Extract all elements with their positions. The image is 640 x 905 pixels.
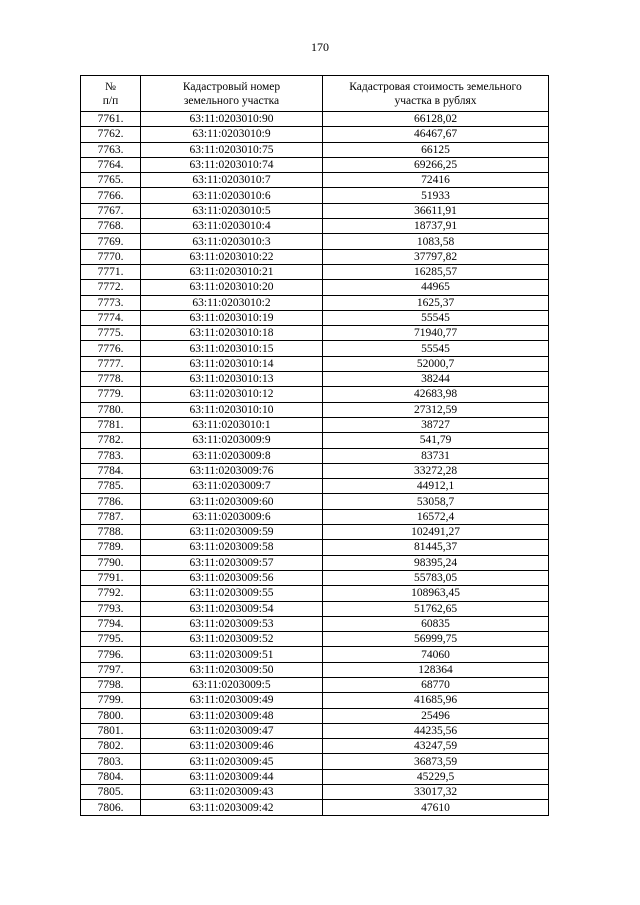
row-number-cell: 7778. (81, 372, 141, 387)
table-row (81, 417, 549, 432)
cadastral-value-cell: 51933 (323, 188, 549, 203)
row-number-cell: 7763. (81, 142, 141, 157)
table-row (81, 112, 549, 127)
cadastral-value-cell: 68770 (323, 677, 549, 692)
table-row (81, 785, 549, 800)
cadastral-value-cell: 74060 (323, 647, 549, 662)
cadastral-number-cell: 63:11:0203009:49 (141, 693, 323, 708)
row-number-cell: 7761. (81, 112, 141, 127)
cadastral-number-cell: 63:11:0203010:90 (141, 112, 323, 127)
cadastral-number-cell: 63:11:0203009:54 (141, 601, 323, 616)
cadastral-number-cell: 63:11:0203009:7 (141, 479, 323, 494)
cadastral-number-cell: 63:11:0203009:5 (141, 677, 323, 692)
cadastral-number-cell: 63:11:0203009:44 (141, 769, 323, 784)
row-number-cell: 7791. (81, 570, 141, 585)
cadastral-number-cell: 63:11:0203010:22 (141, 249, 323, 264)
cadastral-value-cell: 38727 (323, 417, 549, 432)
row-number-cell: 7796. (81, 647, 141, 662)
cadastral-number-cell: 63:11:0203010:9 (141, 127, 323, 142)
table-row (81, 234, 549, 249)
table-row (81, 127, 549, 142)
cadastral-number-cell: 63:11:0203010:2 (141, 295, 323, 310)
cadastral-value-cell: 33272,28 (323, 463, 549, 478)
cadastral-value-cell: 108963,45 (323, 586, 549, 601)
cadastral-number-cell: 63:11:0203009:8 (141, 448, 323, 463)
table-row (81, 555, 549, 570)
row-number-cell: 7775. (81, 326, 141, 341)
cadastral-value-cell: 41685,96 (323, 693, 549, 708)
header-cadastral-value-line2: участка в рублях (394, 94, 477, 107)
table-row (81, 295, 549, 310)
table-row (81, 264, 549, 279)
cadastral-number-cell: 63:11:0203010:6 (141, 188, 323, 203)
table-row (81, 647, 549, 662)
cadastral-value-cell: 16285,57 (323, 264, 549, 279)
header-cadastral-number-line2: земельного участка (183, 94, 280, 107)
row-number-cell: 7769. (81, 234, 141, 249)
cadastral-number-cell: 63:11:0203009:9 (141, 433, 323, 448)
cadastral-value-cell: 83731 (323, 448, 549, 463)
table-row (81, 677, 549, 692)
cadastral-number-cell: 63:11:0203009:56 (141, 570, 323, 585)
table-row (81, 433, 549, 448)
cadastral-number-cell: 63:11:0203010:5 (141, 203, 323, 218)
row-number-cell: 7767. (81, 203, 141, 218)
row-number-cell: 7801. (81, 723, 141, 738)
cadastral-value-cell: 36611,91 (323, 203, 549, 218)
cadastral-value-cell: 98395,24 (323, 555, 549, 570)
row-number-cell: 7790. (81, 555, 141, 570)
table-row (81, 754, 549, 769)
cadastral-value-cell: 44912,1 (323, 479, 549, 494)
table-row (81, 479, 549, 494)
row-number-cell: 7795. (81, 632, 141, 647)
table-row (81, 249, 549, 264)
row-number-cell: 7800. (81, 708, 141, 723)
row-number-cell: 7797. (81, 662, 141, 677)
cadastral-number-cell: 63:11:0203009:51 (141, 647, 323, 662)
cadastral-value-cell: 47610 (323, 800, 549, 815)
table-row (81, 448, 549, 463)
cadastral-number-cell: 63:11:0203010:75 (141, 142, 323, 157)
table-row (81, 173, 549, 188)
row-number-cell: 7765. (81, 173, 141, 188)
table-row (81, 509, 549, 524)
cadastral-number-cell: 63:11:0203010:18 (141, 326, 323, 341)
header-cadastral-value (323, 76, 549, 112)
cadastral-number-cell: 63:11:0203009:48 (141, 708, 323, 723)
header-cadastral-number (141, 76, 323, 112)
cadastral-value-cell: 69266,25 (323, 157, 549, 172)
table-row (81, 708, 549, 723)
cadastral-number-cell: 63:11:0203009:42 (141, 800, 323, 815)
table-row (81, 540, 549, 555)
cadastral-value-cell: 128364 (323, 662, 549, 677)
cadastral-value-cell: 55545 (323, 341, 549, 356)
row-number-cell: 7794. (81, 616, 141, 631)
cadastral-number-cell: 63:11:0203010:3 (141, 234, 323, 249)
cadastral-number-cell: 63:11:0203010:10 (141, 402, 323, 417)
cadastral-number-cell: 63:11:0203010:19 (141, 310, 323, 325)
cadastral-number-cell: 63:11:0203009:45 (141, 754, 323, 769)
header-row-number-line1: № (105, 80, 116, 93)
table-row (81, 570, 549, 585)
cadastral-number-cell: 63:11:0203010:7 (141, 173, 323, 188)
cadastral-number-cell: 63:11:0203010:1 (141, 417, 323, 432)
cadastral-number-cell: 63:11:0203010:12 (141, 387, 323, 402)
cadastral-value-cell: 55545 (323, 310, 549, 325)
cadastral-value-cell: 71940,77 (323, 326, 549, 341)
cadastral-value-cell: 36873,59 (323, 754, 549, 769)
cadastral-value-cell: 51762,65 (323, 601, 549, 616)
cadastral-value-cell: 53058,7 (323, 494, 549, 509)
cadastral-number-cell: 63:11:0203010:20 (141, 280, 323, 295)
cadastral-number-cell: 63:11:0203010:14 (141, 356, 323, 371)
cadastral-number-cell: 63:11:0203009:60 (141, 494, 323, 509)
row-number-cell: 7762. (81, 127, 141, 142)
cadastral-number-cell: 63:11:0203009:47 (141, 723, 323, 738)
table-row (81, 723, 549, 738)
row-number-cell: 7786. (81, 494, 141, 509)
table-row (81, 310, 549, 325)
cadastral-value-cell: 66128,02 (323, 112, 549, 127)
cadastral-number-cell: 63:11:0203009:59 (141, 525, 323, 540)
row-number-cell: 7770. (81, 249, 141, 264)
table-row (81, 203, 549, 218)
row-number-cell: 7788. (81, 525, 141, 540)
table-row (81, 157, 549, 172)
table-row (81, 142, 549, 157)
row-number-cell: 7774. (81, 310, 141, 325)
table-body (81, 112, 549, 816)
row-number-cell: 7802. (81, 739, 141, 754)
row-number-cell: 7784. (81, 463, 141, 478)
row-number-cell: 7768. (81, 219, 141, 234)
cadastral-value-cell: 541,79 (323, 433, 549, 448)
table-row (81, 525, 549, 540)
cadastral-value-cell: 16572,4 (323, 509, 549, 524)
cadastral-number-cell: 63:11:0203010:15 (141, 341, 323, 356)
cadastral-value-cell: 60835 (323, 616, 549, 631)
cadastral-number-cell: 63:11:0203009:43 (141, 785, 323, 800)
table-row (81, 494, 549, 509)
header-row-number (81, 76, 141, 112)
cadastral-value-cell: 55783,05 (323, 570, 549, 585)
cadastral-value-cell: 52000,7 (323, 356, 549, 371)
cadastral-number-cell: 63:11:0203009:55 (141, 586, 323, 601)
row-number-cell: 7787. (81, 509, 141, 524)
table-row (81, 769, 549, 784)
cadastral-number-cell: 63:11:0203009:6 (141, 509, 323, 524)
row-number-cell: 7781. (81, 417, 141, 432)
table-row (81, 219, 549, 234)
cadastral-value-cell: 46467,67 (323, 127, 549, 142)
row-number-cell: 7798. (81, 677, 141, 692)
row-number-cell: 7764. (81, 157, 141, 172)
cadastral-value-cell: 33017,32 (323, 785, 549, 800)
row-number-cell: 7799. (81, 693, 141, 708)
row-number-cell: 7779. (81, 387, 141, 402)
row-number-cell: 7804. (81, 769, 141, 784)
table-row (81, 616, 549, 631)
row-number-cell: 7789. (81, 540, 141, 555)
cadastral-number-cell: 63:11:0203010:13 (141, 372, 323, 387)
row-number-cell: 7771. (81, 264, 141, 279)
table-row (81, 188, 549, 203)
table-header-row (81, 76, 549, 112)
row-number-cell: 7783. (81, 448, 141, 463)
row-number-cell: 7777. (81, 356, 141, 371)
cadastral-value-cell: 38244 (323, 372, 549, 387)
cadastral-value-cell: 1083,58 (323, 234, 549, 249)
row-number-cell: 7803. (81, 754, 141, 769)
row-number-cell: 7792. (81, 586, 141, 601)
cadastral-value-cell: 42683,98 (323, 387, 549, 402)
page-number: 170 (311, 40, 329, 54)
table-row (81, 463, 549, 478)
cadastral-value-cell: 72416 (323, 173, 549, 188)
cadastral-value-cell: 27312,59 (323, 402, 549, 417)
cadastral-value-cell: 44965 (323, 280, 549, 295)
row-number-cell: 7806. (81, 800, 141, 815)
cadastral-number-cell: 63:11:0203009:53 (141, 616, 323, 631)
table-row (81, 586, 549, 601)
cadastral-value-cell: 18737,91 (323, 219, 549, 234)
table-row (81, 402, 549, 417)
cadastral-number-cell: 63:11:0203010:21 (141, 264, 323, 279)
cadastral-number-cell: 63:11:0203010:4 (141, 219, 323, 234)
cadastral-value-cell: 45229,5 (323, 769, 549, 784)
table-row (81, 341, 549, 356)
table-row (81, 632, 549, 647)
row-number-cell: 7785. (81, 479, 141, 494)
header-cadastral-number-line1: Кадастровый номер (182, 80, 281, 93)
cadastral-number-cell: 63:11:0203009:58 (141, 540, 323, 555)
row-number-cell: 7782. (81, 433, 141, 448)
cadastral-value-cell: 1625,37 (323, 295, 549, 310)
row-number-cell: 7780. (81, 402, 141, 417)
row-number-cell: 7793. (81, 601, 141, 616)
table-row (81, 693, 549, 708)
row-number-cell: 7805. (81, 785, 141, 800)
cadastral-number-cell: 63:11:0203009:46 (141, 739, 323, 754)
row-number-cell: 7766. (81, 188, 141, 203)
table-row (81, 280, 549, 295)
cadastral-value-cell: 44235,56 (323, 723, 549, 738)
table-row (81, 326, 549, 341)
cadastral-value-cell: 25496 (323, 708, 549, 723)
cadastral-number-cell: 63:11:0203010:74 (141, 157, 323, 172)
table-row (81, 601, 549, 616)
cadastral-number-cell: 63:11:0203009:76 (141, 463, 323, 478)
header-row-number-line2: п/п (102, 94, 119, 107)
cadastral-number-cell: 63:11:0203009:52 (141, 632, 323, 647)
table-row (81, 356, 549, 371)
row-number-cell: 7776. (81, 341, 141, 356)
row-number-cell: 7773. (81, 295, 141, 310)
table-row (81, 662, 549, 677)
table-row (81, 800, 549, 815)
cadastral-value-cell: 81445,37 (323, 540, 549, 555)
cadastral-value-cell: 37797,82 (323, 249, 549, 264)
cadastral-value-table (80, 75, 549, 816)
cadastral-value-cell: 66125 (323, 142, 549, 157)
table-row (81, 372, 549, 387)
cadastral-value-cell: 56999,75 (323, 632, 549, 647)
cadastral-value-cell: 43247,59 (323, 739, 549, 754)
row-number-cell: 7772. (81, 280, 141, 295)
cadastral-number-cell: 63:11:0203009:57 (141, 555, 323, 570)
table-row (81, 387, 549, 402)
cadastral-number-cell: 63:11:0203009:50 (141, 662, 323, 677)
table-row (81, 739, 549, 754)
header-cadastral-value-line1: Кадастровая стоимость земельного (349, 80, 522, 93)
cadastral-value-cell: 102491,27 (323, 525, 549, 540)
